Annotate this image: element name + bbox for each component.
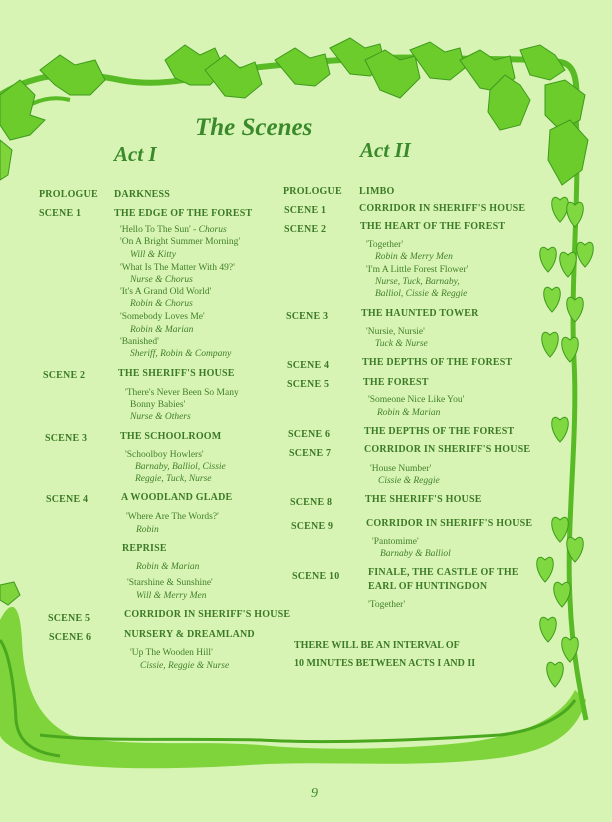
scene-label: SCENE 3 (45, 433, 88, 444)
scene-title: CORRIDOR IN SHERIFF'S HOUSE (366, 518, 533, 529)
scene-label: SCENE 7 (289, 448, 332, 459)
scene-label: SCENE 6 (49, 632, 92, 643)
song-title: 'Schoolboy Howlers' (125, 450, 204, 460)
scene-title: REPRISE (122, 543, 167, 554)
act-1-heading: Act I (114, 142, 157, 166)
cast-list: Nurse & Chorus (130, 275, 193, 285)
scene-label: SCENE 8 (290, 497, 333, 508)
song-title: 'Nursie, Nursie' (366, 327, 425, 337)
scene-title: DARKNESS (114, 189, 171, 200)
cast-list: Will & Kitty (130, 250, 176, 260)
page-title: The Scenes (195, 114, 313, 141)
interval-note: 10 MINUTES BETWEEN ACTS I AND II (294, 658, 476, 669)
cast-list: Robin & Marian (130, 325, 194, 335)
song-title (120, 224, 227, 236)
cast-list: Tuck & Nurse (375, 339, 428, 349)
song-title: 'On A Bright Summer Morning' (120, 237, 241, 247)
scene-title: LIMBO (359, 186, 395, 197)
song-title: 'Somebody Loves Me' (120, 312, 205, 322)
scene-label: SCENE 5 (48, 613, 91, 624)
cast-list: Barnaby, Balliol, Cissie (135, 462, 226, 472)
song-title: 'Together' (366, 240, 404, 250)
cast-list: Nurse & Others (130, 412, 191, 422)
scene-label: SCENE 9 (291, 521, 334, 532)
song-title: 'Up The Wooden Hill' (130, 648, 213, 658)
song-title: 'Starshine & Sunshine' (127, 578, 213, 588)
scene-title: CORRIDOR IN SHERIFF'S HOUSE (359, 203, 526, 214)
song-title: 'I'm A Little Forest Flower' (366, 265, 469, 275)
scene-label: SCENE 2 (284, 224, 327, 235)
cast-list: Robin & Marian (136, 562, 200, 572)
cast-list: Robin & Marian (377, 408, 441, 418)
scene-label: SCENE 1 (39, 208, 82, 219)
song-title-text: 'Hello To The Sun' - (120, 225, 199, 235)
scene-title: THE HEART OF THE FOREST (360, 221, 506, 232)
cast-list: Cissie & Reggie (378, 476, 440, 486)
scene-label: PROLOGUE (39, 189, 98, 200)
interval-note: THERE WILL BE AN INTERVAL OF (294, 640, 460, 651)
act-2-heading: Act II (360, 138, 411, 162)
cast-list: Sheriff, Robin & Company (130, 349, 232, 359)
cast-list: Cissie, Reggie & Nurse (140, 661, 230, 671)
scene-label: SCENE 5 (287, 379, 330, 390)
cast-list: Balliol, Cissie & Reggie (375, 289, 468, 299)
song-title: 'It's A Grand Old World' (120, 287, 212, 297)
song-title: Bonny Babies' (130, 400, 186, 410)
scene-label: PROLOGUE (283, 186, 342, 197)
scene-title: THE SHERIFF'S HOUSE (365, 494, 482, 505)
scene-title: THE SHERIFF'S HOUSE (118, 368, 235, 379)
song-title: 'Pantomime' (372, 537, 419, 547)
song-title: 'There's Never Been So Many (125, 388, 239, 398)
song-title: 'Banished' (120, 337, 159, 347)
scene-title: CORRIDOR IN SHERIFF'S HOUSE (364, 444, 531, 455)
scene-title: THE DEPTHS OF THE FOREST (364, 426, 515, 437)
scene-label: SCENE 4 (287, 360, 330, 371)
scene-title: CORRIDOR IN SHERIFF'S HOUSE (124, 609, 291, 620)
cast-list: Chorus (198, 225, 227, 235)
scene-label: SCENE 6 (288, 429, 331, 440)
song-title: 'What Is The Matter With 49?' (120, 263, 235, 273)
page-number: 9 (311, 786, 318, 801)
cast-list: Robin (136, 525, 159, 535)
song-title: 'House Number' (370, 464, 432, 474)
scene-label: SCENE 1 (284, 205, 327, 216)
cast-list: Nurse, Tuck, Barnaby, (375, 277, 460, 287)
scene-label: SCENE 10 (292, 571, 340, 582)
cast-list: Barnaby & Balliol (380, 549, 451, 559)
scene-label: SCENE 3 (286, 311, 329, 322)
scene-title: A WOODLAND GLADE (121, 492, 233, 503)
scene-label: SCENE 4 (46, 494, 89, 505)
cast-list: Reggie, Tuck, Nurse (135, 474, 212, 484)
scene-title: THE DEPTHS OF THE FOREST (362, 357, 513, 368)
scene-label: SCENE 2 (43, 370, 86, 381)
song-title: 'Someone Nice Like You' (368, 395, 465, 405)
scene-title: THE EDGE OF THE FOREST (114, 208, 253, 219)
cast-list: Robin & Merry Men (375, 252, 453, 262)
scene-title: NURSERY & DREAMLAND (124, 629, 255, 640)
scene-title: THE FOREST (363, 377, 429, 388)
scene-title: THE HAUNTED TOWER (361, 308, 479, 319)
scene-title: EARL OF HUNTINGDON (368, 581, 488, 592)
scene-title: FINALE, THE CASTLE OF THE (368, 567, 519, 578)
cast-list: Will & Merry Men (136, 591, 207, 601)
cast-list: Robin & Chorus (130, 299, 193, 309)
song-title: 'Where Are The Words?' (126, 512, 219, 522)
song-title: 'Together' (368, 600, 406, 610)
scene-title: THE SCHOOLROOM (120, 431, 222, 442)
